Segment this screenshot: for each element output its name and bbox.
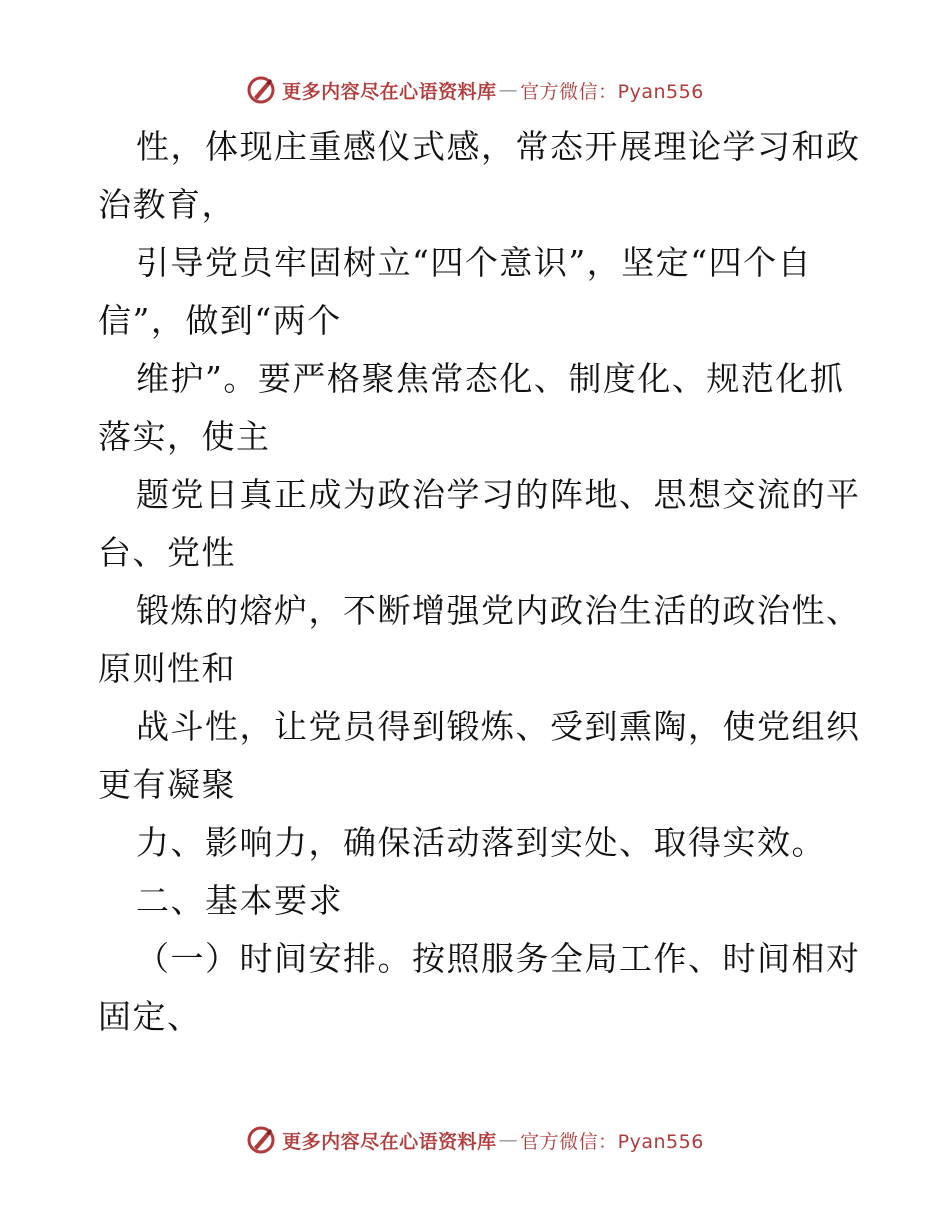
document-body bbox=[98, 118, 861, 1046]
watermark-dash: — bbox=[498, 1129, 519, 1151]
brush-pen-logo-icon bbox=[246, 1125, 276, 1155]
text-line: 信”，做到“两个 bbox=[98, 301, 342, 340]
footer-watermark bbox=[0, 1120, 950, 1160]
text-line: 引导党员牢固树立“四个意识”，坚定“四个自 bbox=[136, 243, 813, 282]
text-line: 力、影响力，确保活动落到实处、取得实效。 bbox=[136, 823, 826, 862]
watermark-main-text: 更多内容尽在心语资料库 bbox=[282, 1130, 497, 1153]
text-line: 性，体现庄重感仪式感，常态开展理论学习和政 bbox=[136, 127, 861, 166]
text-line: 原则性和 bbox=[98, 649, 236, 688]
text-line: （一）时间安排。按照服务全局工作、时间相对 bbox=[136, 939, 861, 978]
brush-pen-logo-icon bbox=[246, 75, 276, 105]
header-watermark bbox=[0, 70, 950, 110]
text-line: 锻炼的熔炉，不断增强党内政治生活的政治性、 bbox=[136, 591, 861, 630]
watermark-main-text: 更多内容尽在心语资料库 bbox=[282, 80, 497, 103]
text-line: 台、党性 bbox=[98, 533, 236, 572]
text-line: 治教育， bbox=[98, 185, 236, 224]
text-line: 维护”。要严格聚焦常态化、制度化、规范化抓 bbox=[136, 359, 845, 398]
text-line: 题党日真正成为政治学习的阵地、思想交流的平 bbox=[136, 475, 861, 514]
watermark-sub-text: 官方微信：Pyan556 bbox=[520, 1130, 704, 1153]
section-heading: 二、基本要求 bbox=[136, 881, 343, 920]
watermark-dash: — bbox=[498, 79, 519, 101]
text-line: 更有凝聚 bbox=[98, 765, 236, 804]
text-line: 战斗性，让党员得到锻炼、受到熏陶，使党组织 bbox=[136, 707, 861, 746]
watermark-sub-text: 官方微信：Pyan556 bbox=[520, 80, 704, 103]
text-line: 固定、 bbox=[98, 997, 202, 1036]
text-line: 落实，使主 bbox=[98, 417, 271, 456]
